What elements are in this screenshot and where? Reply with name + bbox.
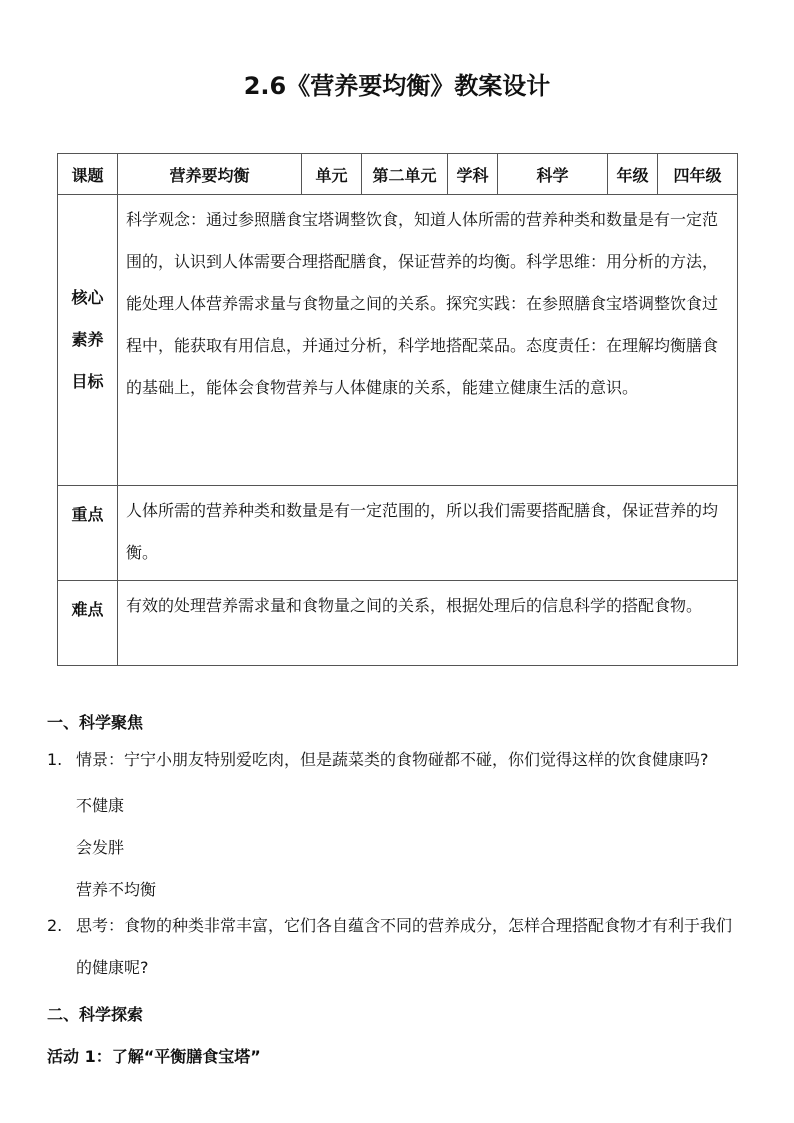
unit-value: 第二单元 [362,154,448,195]
lesson-info-table [57,153,738,666]
question-1 [47,739,747,781]
question-2-text: 思考：食物的种类非常丰富，它们各自蕴含不同的营养成分，怎样合理搭配食物才有利于我们的健康呢? [76,916,733,977]
key-point-text: 人体所需的营养种类和数量是有一定范围的，所以我们需要搭配膳食，保证营养的均衡。 [118,486,738,581]
course-value: 营养要均衡 [118,154,302,195]
answer-item: 不健康 [76,796,125,815]
table-header-row [58,154,738,195]
section-heading-explore: 二、科学探索 [47,1005,144,1024]
key-point-label: 重点 [58,486,118,581]
document-title: 2.6《营养要均衡》教案设计 [243,72,551,100]
unit-label: 单元 [302,154,362,195]
subject-label: 学科 [448,154,498,195]
grade-value: 四年级 [658,154,738,195]
core-goals-label: 核心 素养 目标 [58,195,118,486]
question-1-text: 情景：宁宁小朋友特别爱吃肉，但是蔬菜类的食物碰都不碰，你们觉得这样的饮食健康吗? [76,750,709,769]
question-2-number: 2. [47,916,63,935]
section-heading-focus: 一、科学聚焦 [47,713,144,732]
course-label: 课题 [58,154,118,195]
grade-label: 年级 [608,154,658,195]
difficulty-label: 难点 [58,581,118,666]
answer-item: 营养不均衡 [76,880,157,899]
difficulty-row [58,581,738,666]
subject-value: 科学 [498,154,608,195]
core-goals-row [58,195,738,486]
answer-item: 会发胖 [76,838,125,857]
difficulty-text: 有效的处理营养需求量和食物量之间的关系，根据处理后的信息科学的搭配食物。 [118,581,738,666]
key-point-row [58,486,738,581]
activity-1-heading: 活动 1：了解“平衡膳食宝塔” [47,1047,261,1066]
core-goals-text: 科学观念：通过参照膳食宝塔调整饮食，知道人体所需的营养种类和数量是有一定范围的，认识到人体需要合理搭配膳食，保证营养的均衡。科学思维：用分析的方法，能处理人体营养需求量与食物量之间的关系。探究实践：在参照膳食宝塔调整饮食过程中，能获取有用信息，并通过分析，科学地搭配菜品。态度责任：在理解均衡膳食的基础上，能体会食物营养与人体健康的关系，能建立健康生活的意识。 [118,195,738,486]
question-2 [47,905,747,989]
question-1-number: 1. [47,750,63,769]
